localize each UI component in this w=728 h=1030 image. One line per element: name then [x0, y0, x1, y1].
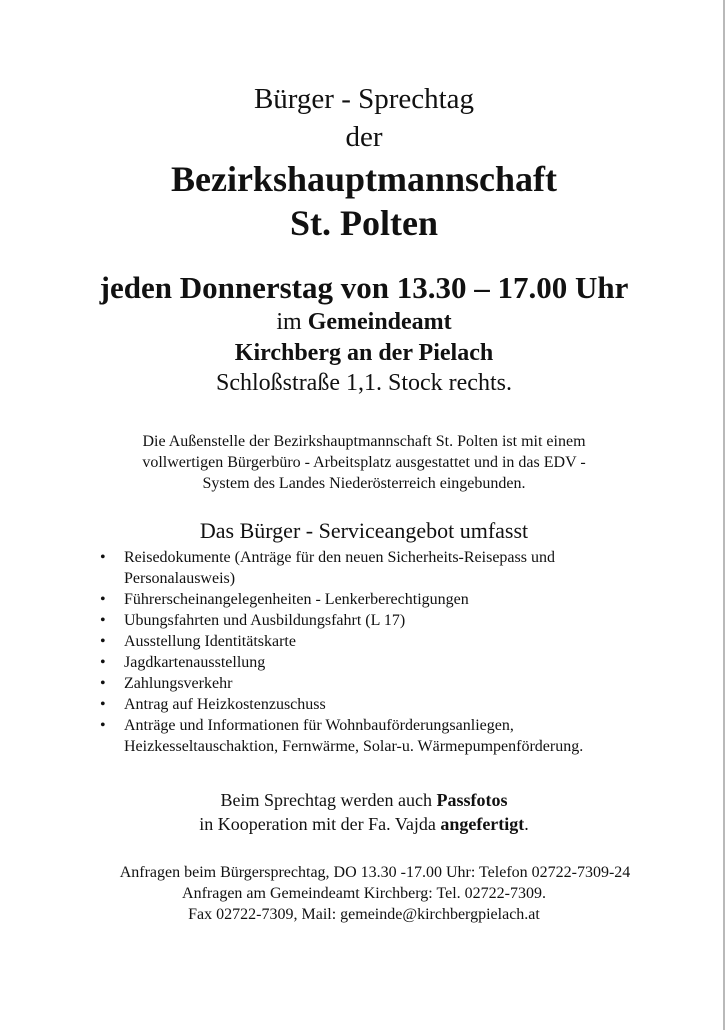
- list-item-line: Personalausweis): [124, 570, 236, 587]
- passfotos-note: [0, 788, 728, 836]
- intro-line: System des Landes Niederösterreich eingebunden.: [202, 475, 526, 492]
- contact-fax-mail-line: Fax 02722-7309, Mail: gemeinde@kirchbergpielach.at: [188, 906, 540, 923]
- schedule-location: [0, 309, 728, 336]
- contact-block: [0, 862, 728, 925]
- intro-line: vollwertigen Bürgerbüro - Arbeitsplatz ausgestattet und in das EDV -: [142, 454, 586, 471]
- passfotos-bold: angefertigt: [440, 814, 525, 834]
- bullet-icon: •: [100, 612, 106, 629]
- location-prefix: im: [276, 309, 302, 335]
- bullet-icon: •: [100, 675, 106, 692]
- bullet-icon: •: [100, 549, 106, 566]
- list-item-line: Antrag auf Heizkostenzuschuss: [124, 696, 326, 713]
- list-item: [100, 673, 583, 694]
- list-item: [100, 694, 583, 715]
- schedule-town: Kirchberg an der Pielach: [234, 340, 494, 366]
- bullet-icon: •: [100, 654, 106, 671]
- title-line-1: Bürger - Sprechtag: [253, 83, 475, 115]
- list-item-line: Führerscheinangelegenheiten - Lenkerberechtigungen: [124, 591, 469, 608]
- list-item-line: Ausstellung Identitätskarte: [124, 633, 296, 650]
- passfotos-line: [0, 788, 728, 812]
- bullet-icon: •: [100, 591, 106, 608]
- list-item: [100, 652, 583, 673]
- passfotos-period: .: [524, 814, 529, 834]
- contact-office-line: Anfragen am Gemeindeamt Kirchberg: Tel. 02722-7309.: [182, 885, 546, 902]
- passfotos-bold: Passfotos: [436, 790, 508, 810]
- list-item: [100, 589, 583, 610]
- intro-line: Die Außenstelle der Bezirkshauptmannschaft St. Polten ist mit einem: [142, 433, 586, 450]
- title-city: St. Polten: [290, 203, 438, 243]
- list-item: [100, 631, 583, 652]
- contact-phone-line: Anfragen beim Bürgersprechtag, DO 13.30 -17.00 Uhr: Telefon 02722-7309-24: [119, 864, 631, 881]
- passfotos-text: Beim Sprechtag werden auch: [220, 790, 432, 810]
- bullet-icon: •: [100, 633, 106, 650]
- bullet-icon: •: [100, 696, 106, 713]
- location-name: Gemeindeamt: [307, 309, 452, 335]
- schedule-address: Schloßstraße 1,1. Stock rechts.: [216, 370, 512, 396]
- list-item-line: Ubungsfahrten und Ausbildungsfahrt (L 17): [124, 612, 406, 629]
- passfotos-text: in Kooperation mit der Fa. Vajda: [199, 814, 436, 834]
- list-item: [100, 547, 583, 589]
- passfotos-line: [0, 812, 728, 836]
- list-item-line: Zahlungsverkehr: [124, 675, 233, 692]
- list-item-line: Heizkesseltauschaktion, Fernwärme, Solar-u. Wärmepumpenförderung.: [124, 738, 584, 755]
- list-item-line: Reisedokumente (Anträge für den neuen Sicherheits-Reisepass und: [124, 549, 555, 566]
- intro-paragraph: [0, 431, 728, 494]
- schedule-when: jeden Donnerstag von 13.30 – 17.00 Uhr: [99, 270, 629, 305]
- services-list: [100, 547, 583, 757]
- list-item-line: Anträge und Informationen für Wohnbauförderungsanliegen,: [124, 717, 514, 734]
- services-heading: Das Bürger - Serviceangebot umfasst: [199, 518, 529, 543]
- list-item: [100, 610, 583, 631]
- title-line-2: der: [345, 121, 383, 153]
- title-authority: Bezirkshauptmannschaft: [170, 159, 558, 199]
- bullet-icon: •: [100, 717, 106, 734]
- list-item-line: Jagdkartenausstellung: [124, 654, 266, 671]
- list-item: [100, 715, 583, 757]
